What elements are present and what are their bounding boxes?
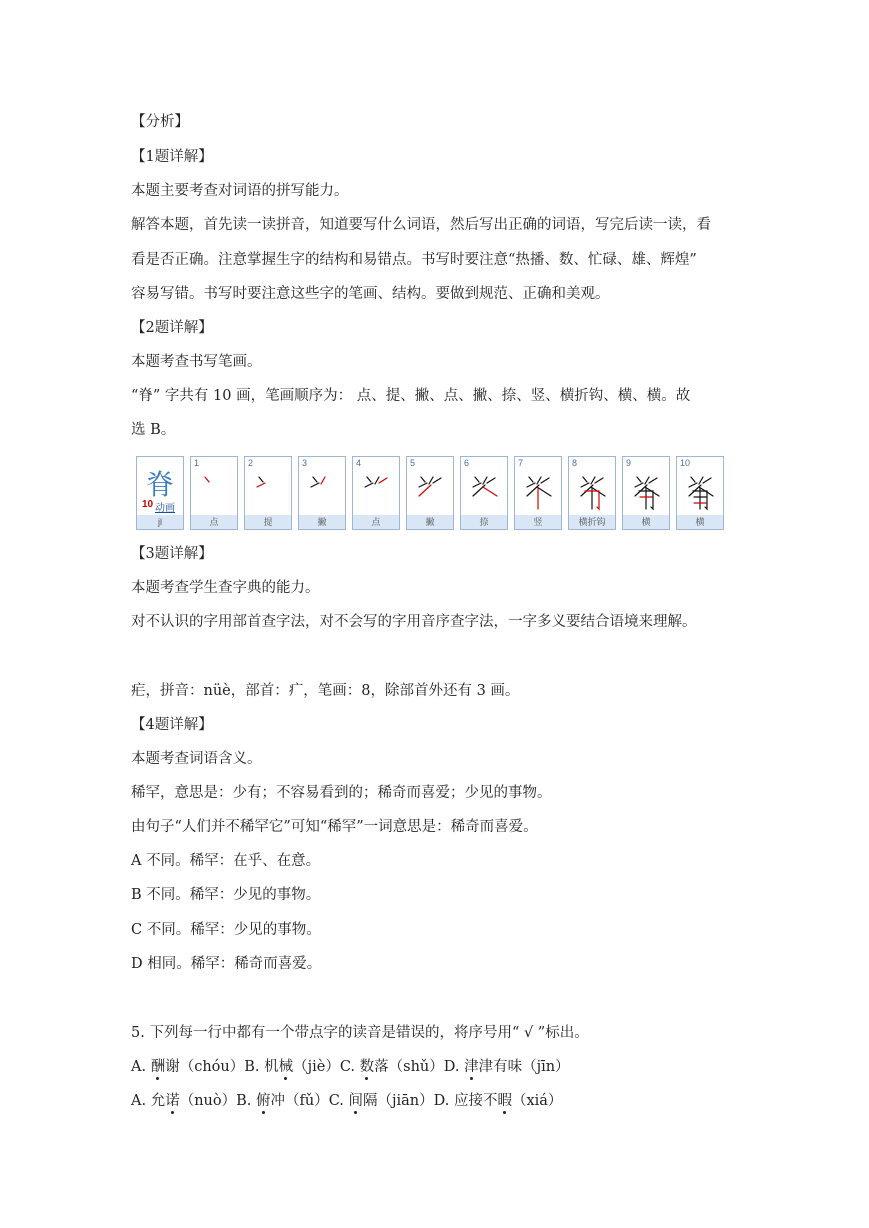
stroke-step-number: 1 [194, 458, 200, 468]
q5-r1-a-dotted: 酬 [150, 1059, 166, 1075]
stroke-path [527, 483, 535, 487]
q5-r2-b-prefix: B. [236, 1093, 256, 1109]
stroke-path [689, 483, 697, 487]
stroke-path [429, 477, 433, 484]
q5-r1-c-prefix: C. [339, 1059, 360, 1075]
q5-row-2 [131, 1091, 562, 1111]
q5-r2-a-dotted: 诺 [165, 1093, 180, 1109]
stroke-path [419, 483, 427, 487]
q3-paragraph-3: 疟，拼音：nüè，部首：疒，笔画：8，除部首外还有 3 画。 [131, 683, 520, 699]
q5-r2-d-prefix: D. 应接不 [433, 1093, 498, 1109]
stroke-path [699, 477, 703, 484]
q4-option-b: B 不同。稀罕：少见的事物。 [131, 887, 321, 903]
stroke-step-2 [244, 456, 292, 530]
q5-r1-b-dotted: 械 [278, 1059, 294, 1075]
q3-paragraph-1: 本题考查学生查字典的能力。 [131, 580, 320, 596]
q1-paragraph-2-line-1: 解答本题，首先读一读拼音，知道要写什么词语，然后写出正确的词语，写完后读一读，看 [131, 217, 711, 233]
stroke-path [379, 478, 387, 483]
q4-paragraph-1: 本题考查词语含义。 [131, 751, 262, 767]
stroke-path [595, 478, 603, 483]
stroke-step-number: 4 [356, 458, 362, 468]
stroke-step-number: 9 [626, 458, 632, 468]
animate-link[interactable]: 动画 [155, 503, 175, 514]
q5-r2-c-prefix: C. [328, 1093, 349, 1109]
stroke-path [205, 477, 209, 482]
q4-option-a: A 不同。稀罕：在乎、在意。 [131, 853, 321, 869]
stroke-path [473, 483, 481, 487]
pinyin-label: jǐ [137, 515, 183, 529]
stroke-step-label: 竖 [515, 515, 561, 529]
stroke-path [637, 477, 641, 482]
q4-option-d: D 相同。稀罕：稀奇而喜爱。 [131, 956, 322, 972]
stroke-path [487, 478, 495, 483]
stroke-step-label: 横 [623, 515, 669, 529]
stroke-step-glyph [515, 469, 561, 511]
q5-r1-d-prefix: D. [443, 1059, 465, 1075]
q1-paragraph-2-line-2: 看是否正确。注意掌握生字的结构和易错点。书写时要注意“热播、数、忙碌、雄、辉煌” [131, 252, 697, 268]
stroke-path [321, 477, 325, 484]
stroke-path [483, 487, 497, 496]
q2-paragraph-1: 本题考查书写笔画。 [131, 354, 262, 370]
stroke-step-9 [622, 456, 670, 530]
stroke-path [581, 483, 589, 487]
stroke-path [433, 478, 441, 483]
q1-heading: 【1题详解】 [131, 149, 213, 165]
stroke-step-7 [514, 456, 562, 530]
stroke-step-number: 10 [680, 458, 691, 468]
stroke-path [421, 477, 425, 482]
stroke-path [375, 477, 379, 484]
stroke-path [475, 477, 479, 482]
q2-heading: 【2题详解】 [131, 320, 213, 336]
stroke-path [583, 477, 587, 482]
stroke-path [591, 477, 595, 484]
stroke-path [529, 477, 533, 482]
character-box [136, 456, 184, 530]
stroke-path [635, 483, 643, 487]
stroke-step-number: 7 [518, 458, 524, 468]
stroke-step-label: 提 [245, 515, 291, 529]
stroke-step-glyph [299, 469, 345, 511]
stroke-step-glyph [191, 469, 237, 511]
q5-r2-a-suffix: （nuò） [179, 1093, 237, 1109]
stroke-step-label: 撇 [407, 515, 453, 529]
q5-r1-a-suffix: 谢（chóu） [165, 1059, 245, 1075]
stroke-step-glyph [245, 469, 291, 511]
q4-paragraph-3: 由句子“人们并不稀罕它”可知“稀罕”一词意思是：稀奇而喜爱。 [131, 819, 538, 835]
q5-r2-b-dotted: 俯 [256, 1093, 271, 1109]
stroke-path [645, 477, 649, 484]
q5-r2-d-suffix: （xiá） [511, 1093, 563, 1109]
stroke-path [257, 483, 265, 487]
stroke-path [537, 487, 551, 496]
q1-paragraph-1: 本题主要考查对词语的拼写能力。 [131, 183, 349, 199]
q5-r1-a-prefix: A. [131, 1059, 151, 1075]
q5-r1-b-suffix: （jiè） [293, 1059, 340, 1075]
q2-paragraph-2-line-1: “脊” 字共有 10 画，笔画顺序为： 点、提、撇、点、撇、捺、竖、横折钩、横、横。故 [131, 388, 691, 404]
stroke-step-number: 8 [572, 458, 578, 468]
q4-heading: 【4题详解】 [131, 717, 213, 733]
stroke-path [311, 483, 319, 487]
q5-r1-b-prefix: B. 机 [244, 1059, 279, 1075]
character-glyph: 脊 [145, 468, 174, 501]
stroke-path [365, 483, 373, 487]
q5-r1-c-suffix: 落（shǔ） [374, 1059, 444, 1075]
q5-r1-c-dotted: 数 [359, 1059, 375, 1075]
analysis-heading: 【分析】 [131, 114, 189, 130]
stroke-step-number: 2 [248, 458, 254, 468]
q2-paragraph-2-line-2: 选 B。 [131, 422, 176, 438]
stroke-step-number: 3 [302, 458, 308, 468]
stroke-step-glyph [677, 469, 723, 511]
stroke-path [367, 477, 371, 482]
stroke-count: 10 [142, 499, 154, 510]
stroke-step-glyph [461, 469, 507, 511]
stroke-path [483, 477, 487, 484]
q5-r2-c-suffix: 隔（jiān） [363, 1093, 434, 1109]
stroke-path [537, 477, 541, 484]
q5-r1-d-suffix: 津有味（jīn） [478, 1059, 570, 1075]
stroke-step-glyph [569, 469, 615, 511]
stroke-step-5 [406, 456, 454, 530]
stroke-step-glyph [407, 469, 453, 511]
q4-paragraph-2: 稀罕，意思是：少有；不容易看到的；稀奇而喜爱；少见的事物。 [131, 785, 552, 801]
q5-r2-c-dotted: 间 [348, 1093, 364, 1109]
stroke-path [541, 478, 549, 483]
q5-r2-a-prefix: A. 允 [131, 1093, 166, 1109]
stroke-step-8 [568, 456, 616, 530]
stroke-path [313, 477, 317, 482]
q3-paragraph-2: 对不认识的字用部首查字法，对不会写的字用音序查字法，一字多义要结合语境来理解。 [131, 614, 697, 630]
q5-r2-b-suffix: 冲（fǔ） [270, 1093, 329, 1109]
stroke-step-label: 撇 [299, 515, 345, 529]
stroke-path [691, 477, 695, 482]
stroke-path [703, 478, 711, 483]
stroke-step-label: 点 [191, 515, 237, 529]
q5-r2-d-dotted: 暇 [497, 1093, 512, 1109]
stroke-step-glyph [353, 469, 399, 511]
q5-r1-d-dotted: 津 [464, 1059, 479, 1075]
stroke-step-10 [676, 456, 724, 530]
stroke-path [259, 477, 263, 482]
stroke-step-label: 横折钩 [569, 515, 615, 529]
stroke-step-label: 捺 [461, 515, 507, 529]
stroke-step-number: 5 [410, 458, 416, 468]
stroke-step-3 [298, 456, 346, 530]
stroke-step-1 [190, 456, 238, 530]
q4-option-c: C 不同。稀罕：少见的事物。 [131, 922, 321, 938]
q1-paragraph-2-line-3: 容易写错。书写时要注意这些字的笔画、结构。要做到规范、正确和美观。 [131, 286, 610, 302]
stroke-step-number: 6 [464, 458, 470, 468]
stroke-path [649, 478, 657, 483]
stroke-step-label: 横 [677, 515, 723, 529]
q5-row-1 [131, 1057, 570, 1077]
q5-title: 5. 下列每一行中都有一个带点字的读音是错误的，将序号用“ √ ”标出。 [131, 1025, 589, 1041]
q3-heading: 【3题详解】 [131, 546, 213, 562]
stroke-step-glyph [623, 469, 669, 511]
stroke-step-4 [352, 456, 400, 530]
stroke-step-6 [460, 456, 508, 530]
stroke-step-label: 点 [353, 515, 399, 529]
